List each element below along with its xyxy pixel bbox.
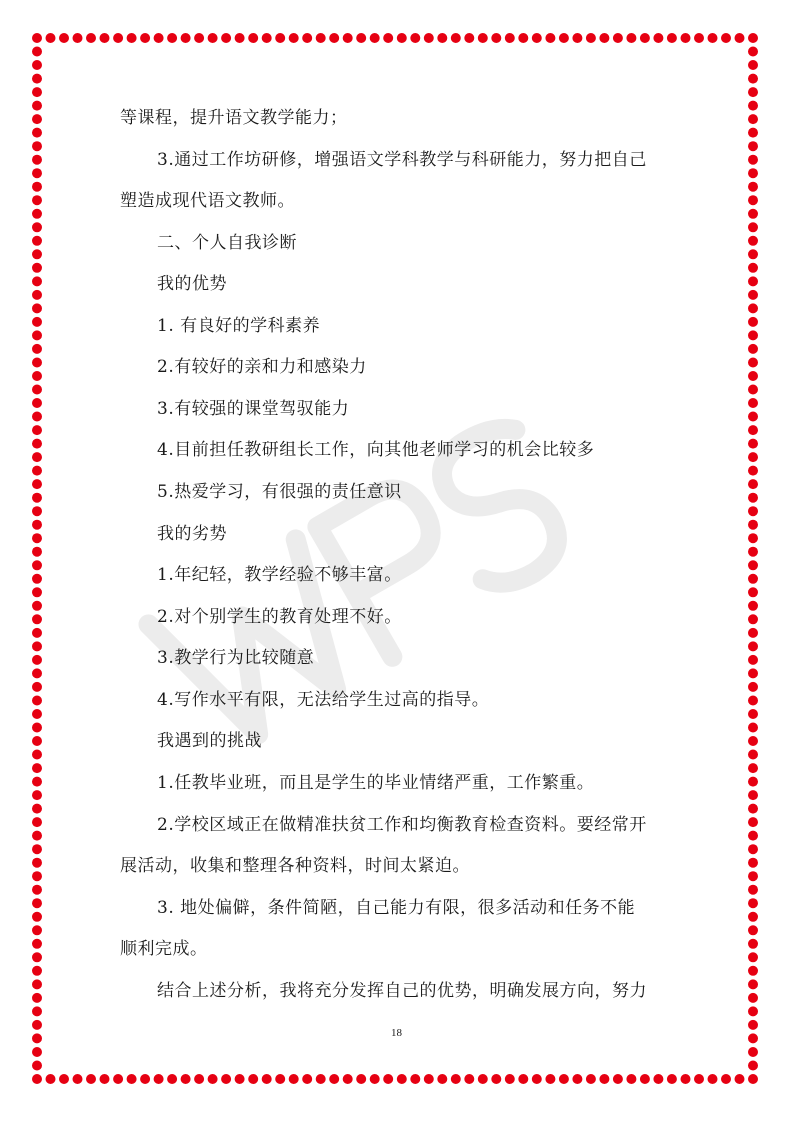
page-number: 18	[391, 1027, 402, 1039]
list-item: 3.教学行为比较随意	[157, 648, 315, 668]
list-item: 2.有较好的亲和力和感染力	[157, 357, 367, 377]
text-line: 展活动，收集和整理各种资料，时间太紧迫。	[120, 856, 470, 876]
list-item: 3. 地处偏僻，条件简陋，自己能力有限，很多活动和任务不能	[157, 898, 636, 918]
list-item: 5.热爱学习，有很强的责任意识	[157, 482, 402, 502]
list-item: 1. 有良好的学科素养	[157, 316, 321, 336]
list-item: 1.任教毕业班，而且是学生的毕业情绪严重，工作繁重。	[157, 773, 595, 793]
text-line: 塑造成现代语文教师。	[120, 191, 295, 211]
list-item: 2.对个别学生的教育处理不好。	[157, 607, 402, 627]
list-item: 4.写作水平有限，无法给学生过高的指导。	[157, 690, 490, 710]
section-heading: 二、个人自我诊断	[157, 233, 297, 253]
paragraph: 结合上述分析，我将充分发挥自己的优势，明确发展方向，努力	[157, 981, 647, 1001]
list-item: 1.年纪轻，教学经验不够丰富。	[157, 565, 402, 585]
subsection-heading: 我的劣势	[157, 524, 227, 544]
list-item: 2.学校区域正在做精准扶贫工作和均衡教育检查资料。要经常开	[157, 815, 647, 835]
subsection-heading: 我遇到的挑战	[157, 731, 262, 751]
text-line: 等课程，提升语文教学能力；	[120, 108, 348, 128]
list-item: 4.目前担任教研组长工作，向其他老师学习的机会比较多	[157, 440, 595, 460]
text-line: 3.通过工作坊研修，增强语文学科教学与科研能力，努力把自己	[157, 150, 647, 170]
text-line: 顺利完成。	[120, 939, 208, 959]
list-item: 3.有较强的课堂驾驭能力	[157, 399, 350, 419]
subsection-heading: 我的优势	[157, 274, 227, 294]
